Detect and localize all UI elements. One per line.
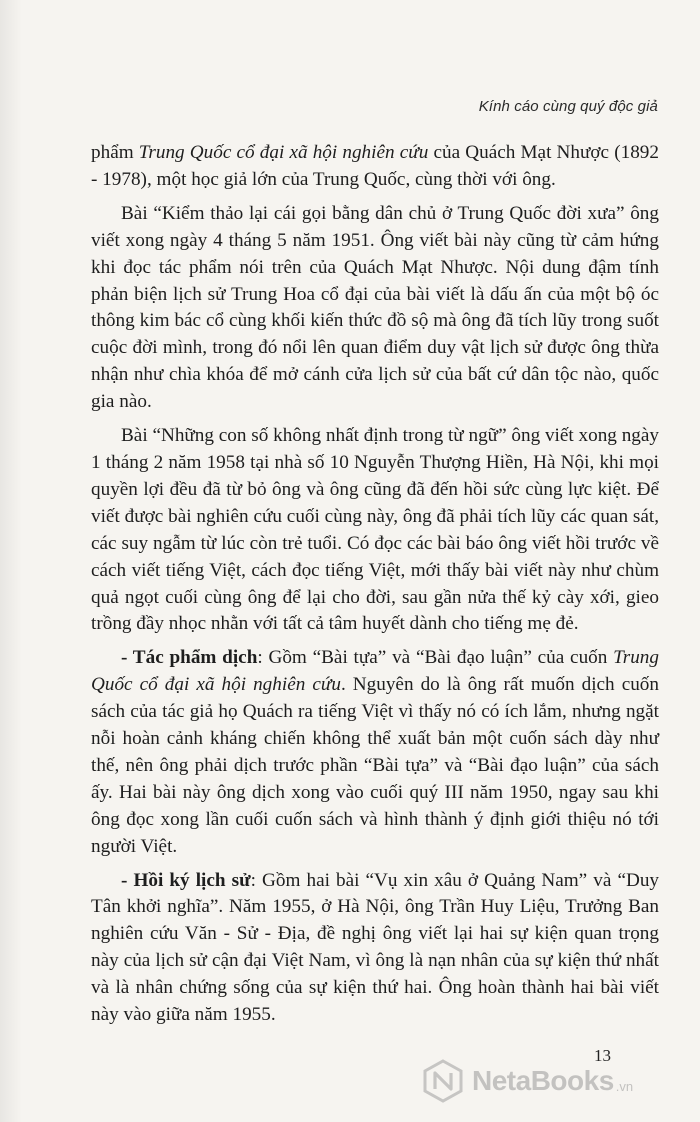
body-text — [91, 140, 659, 1036]
netabooks-logo-icon — [420, 1058, 466, 1104]
p4-text-c: . Nguyên do là ông rất muốn dịch cuốn sách của tác giả họ Quách ra tiếng Việt vì thấy nó có ích lắm, nhưng ngặt nỗi hoàn cảnh kháng chiến không thể xuất bản một cuốn sách dày như thế, nên ông phải dịch trước phần “Bài tựa” và “Bài đạo luận” của sách ấy. Hai bài này ông dịch xong vào cuối quý III năm 1950, ngay sau khi ông đọc xong lần cuối cuốn sách và hình thành ý định giới thiệu nó tới người Việt. — [91, 674, 659, 857]
p5-heading: - Hồi ký lịch sử — [121, 869, 251, 891]
watermark-brand: NetaBooks — [472, 1065, 614, 1096]
p4-book-title: Trung Quốc cổ đại xã hội nghiên cứu — [91, 647, 659, 696]
p5-text-a: : Gồm hai bài “Vụ xin xâu ở Quảng Nam” và “Duy Tân khởi nghĩa”. Năm 1955, ở Hà Nội, ông Trần Huy Liệu, Trưởng Ban nghiên cứu Văn - Sử - Địa, đề nghị ông viết lại hai sự kiện quan trọng này của lịch sử cận đại Việt Nam, vì ông là nạn nhân của sự kiện thứ nhất và là nhân chứng sống của sự kiện thứ hai. Ông hoàn thành hai bài viết này vào giữa năm 1955. — [91, 869, 660, 1026]
p1-text-c: của Quách Mạt Nhược (1892 - 1978), một học giả lớn của Trung Quốc, cùng thời với ông. — [91, 142, 659, 190]
paragraph-4 — [91, 645, 659, 860]
p1-book-title: Trung Quốc cổ đại xã hội nghiên cứu — [138, 142, 429, 163]
p4-text-a: : Gồm “Bài tựa” và “Bài đạo luận” của cuốn — [257, 647, 614, 669]
paragraph-3: Bài “Những con số không nhất định trong từ ngữ” ông viết xong ngày 1 tháng 2 năm 1958 tại nhà số 10 Nguyễn Thượng Hiền, Hà Nội, khi mọi quyền lợi đều đã từ bỏ ông và ông cũng đã đến hồi sức cùng lực kiệt. Để viết được bài nghiên cứu cuối cùng này, ông đã phải tích lũy các quan sát, các suy ngẫm từ lúc còn trẻ tuổi. Có đọc các bài báo ông viết hồi trước về cách viết tiếng Việt, cách đọc tiếng Việt, mới thấy bài viết này như chùm quả ngọt cuối cùng ông để lại cho đời, sau gần nửa thế kỷ cày xới, gieo trồng đầy nhọc nhằn với tất cả tâm huyết dành cho tiếng mẹ đẻ. — [91, 425, 659, 635]
p1-text-a: phẩm — [91, 142, 139, 163]
scan-shadow — [0, 0, 22, 1122]
watermark-suffix: .vn — [615, 1078, 634, 1094]
p4-heading: - Tác phẩm dịch — [121, 647, 258, 669]
paragraph-2: Bài “Kiểm thảo lại cái gọi bằng dân chủ ở Trung Quốc đời xưa” ông viết xong ngày 4 tháng 5 năm 1951. Ông viết bài này cũng từ cảm hứng khi đọc tác phẩm nói trên của Quách Mạt Nhược. Nội dung đậm tính phản biện lịch sử Trung Hoa cổ đại của bài viết là dấu ấn của một bộ óc thông kim bác cổ cùng khối kiến thức đồ sộ mà ông đã tích lũy trong suốt cuộc đời mình, trong đó nổi lên quan điểm duy vật lịch sử được ông thừa nhận như chìa khóa để mở cánh cửa lịch sử của bất cứ dân tộc nào, quốc gia nào. — [91, 202, 659, 413]
page-number: 13 — [594, 1046, 611, 1065]
paragraph-5 — [91, 868, 659, 1029]
watermark — [420, 1058, 633, 1104]
running-header: Kính cáo cùng quý độc giả — [478, 98, 658, 115]
paragraph-1 — [91, 140, 659, 194]
